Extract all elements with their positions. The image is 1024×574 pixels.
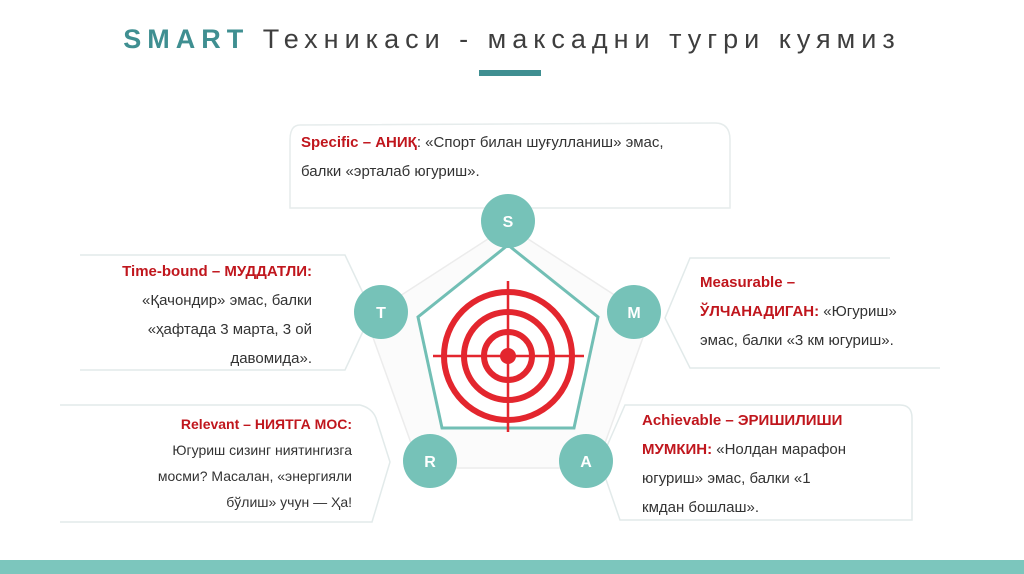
- letter-m: M: [627, 305, 641, 322]
- letter-t: T: [376, 305, 386, 322]
- achievable-line4: кмдан бошлаш».: [642, 499, 760, 516]
- letter-r: R: [424, 454, 436, 471]
- measurable-heading: Measurable –: [700, 274, 796, 291]
- title-text: Техникаси - максадни тугри куямиз: [262, 24, 901, 54]
- measurable-text: [700, 268, 897, 355]
- relevant-line3: мосми? Масалан, «энергияли: [157, 468, 352, 484]
- letter-s: S: [502, 214, 514, 231]
- timebound-heading: Time-bound – МУДДАТЛИ:: [122, 263, 312, 280]
- timebound-line2: «Қачондир» эмас, балки: [142, 292, 312, 309]
- achievable-text: [642, 406, 846, 522]
- relevant-line4: бўлиш» учун — Ҳа!: [226, 494, 352, 510]
- achievable-heading: Achievable – ЭРИШИЛИШИ: [642, 412, 843, 429]
- relevant-heading: Relevant – НИЯТГА МОС:: [180, 416, 352, 432]
- achievable-line3: югуриш» эмас, балки «1: [642, 470, 811, 487]
- measurable-heading-2: ЎЛЧАНАДИГАН:: [700, 303, 820, 320]
- specific-heading: Specific – АНИҚ: [301, 134, 417, 151]
- timebound-text: [122, 257, 312, 373]
- relevant-text: [158, 411, 352, 515]
- achievable-heading-2: МУМКИН:: [642, 441, 713, 458]
- specific-text: [301, 128, 664, 186]
- letter-a: A: [580, 454, 592, 471]
- specific-line2: балки «эрталаб югуриш».: [301, 163, 480, 180]
- relevant-line2: Югуриш сизинг ниятингизга: [172, 442, 352, 458]
- bottom-bar: [0, 560, 1024, 574]
- title-brand: SMART: [123, 24, 250, 54]
- achievable-line2: «Нолдан марафон: [712, 441, 847, 458]
- measurable-line3: эмас, балки «3 км югуриш».: [700, 332, 894, 349]
- measurable-line2: «Югуриш»: [819, 303, 897, 320]
- timebound-line3: «ҳафтада 3 марта, 3 ой: [147, 321, 312, 338]
- specific-line1: : «Спорт билан шуғулланиш» эмас,: [416, 134, 664, 151]
- target-bullseye: [500, 348, 516, 364]
- timebound-line4: давомида».: [230, 350, 312, 367]
